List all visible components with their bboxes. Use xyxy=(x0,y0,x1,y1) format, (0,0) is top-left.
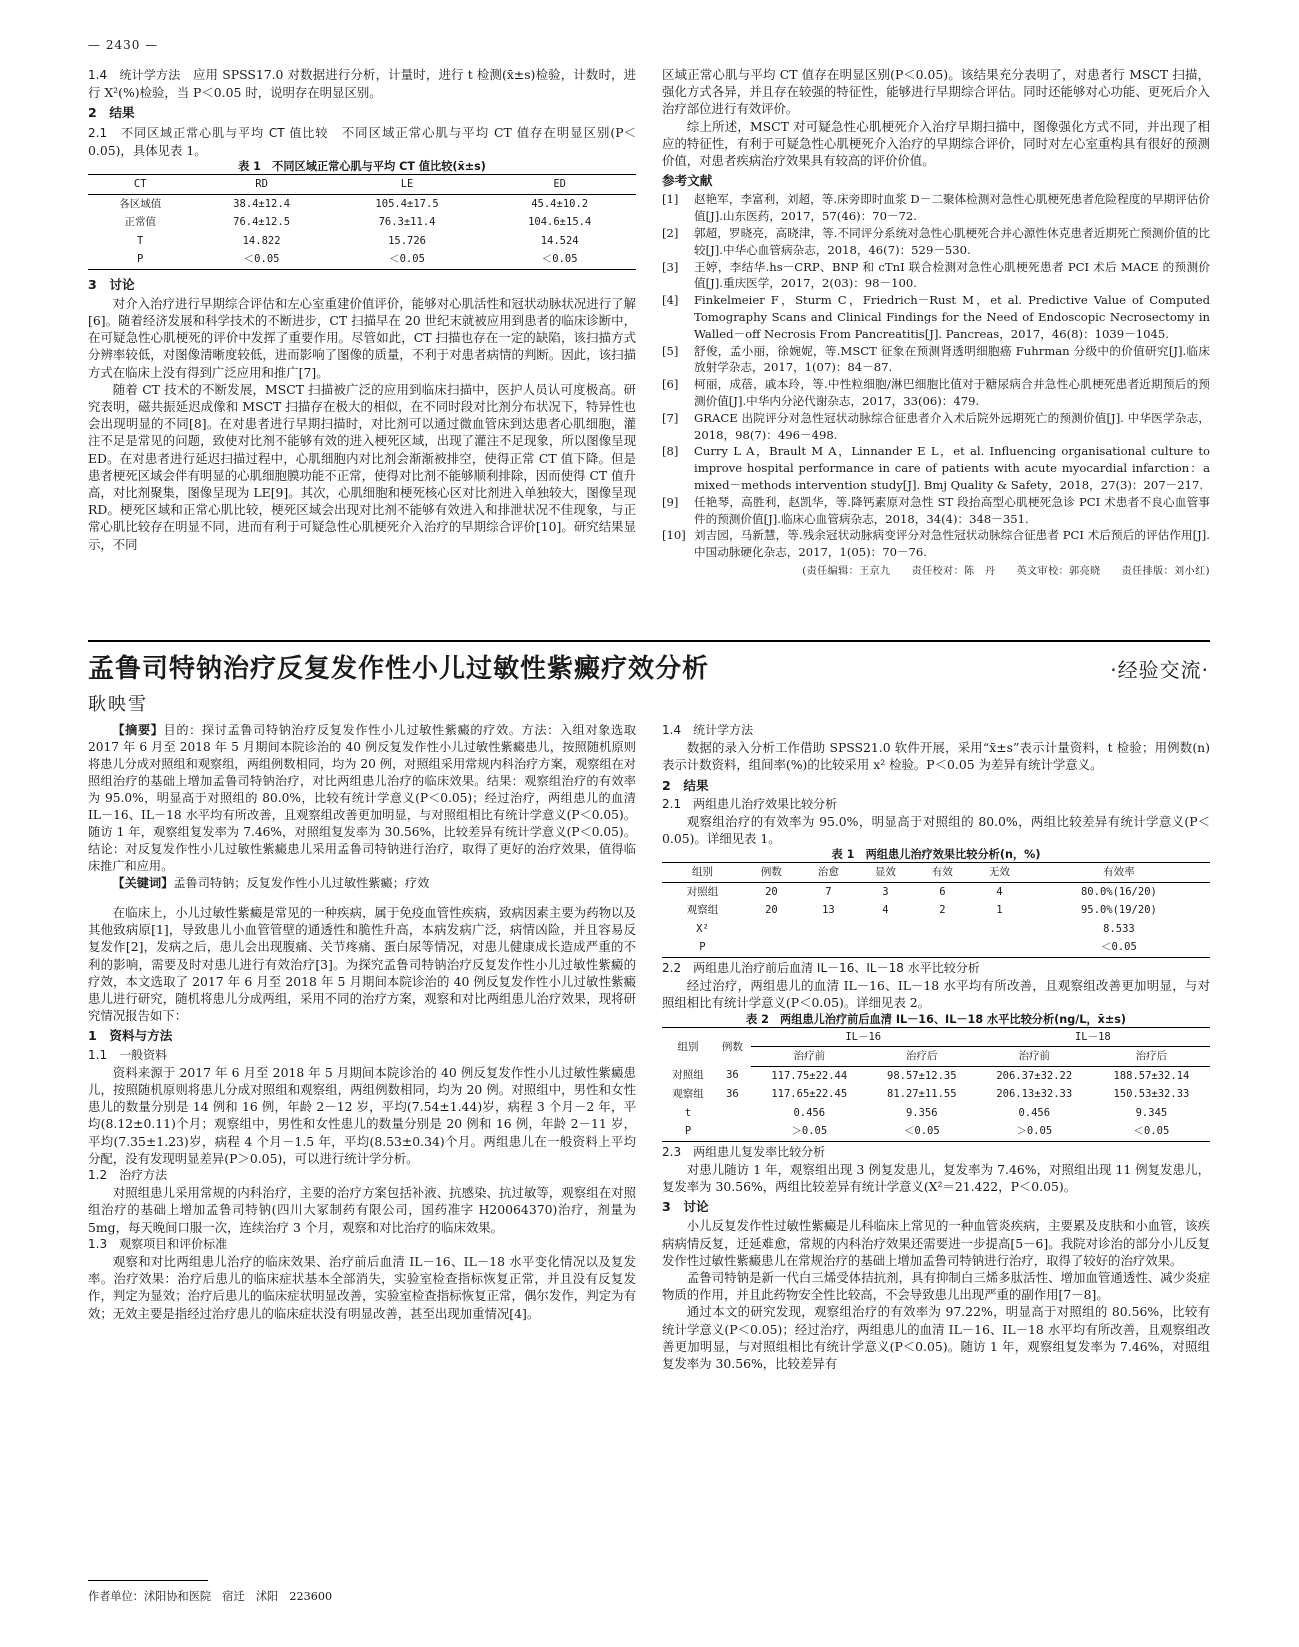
table-cell: 76.3±11.4 xyxy=(378,216,436,229)
article-separator xyxy=(88,640,1210,642)
table-cell: 45.4±10.2 xyxy=(531,197,589,210)
table-row xyxy=(662,1122,1210,1141)
table-header-cell: 治愈 xyxy=(800,863,857,883)
table-row xyxy=(662,1085,1210,1104)
section-tag: ·经验交流· xyxy=(1110,658,1209,682)
reference-number: [6] xyxy=(662,377,679,392)
prev-discussion-p2: 随着 CT 技术的不断发展，MSCT 扫描被广泛的应用到临床扫描中，医护人员认可度极高。研究表明，磁共振延迟成像和 MSCT 扫描存在极大的相似，在不同时段对比剂分布状况下，特异性也会出现明显的不同[8]。在对患者进行早期扫描时，对比剂可以通过微血管床到达患者心肌细胞，灌注不足是常见的问题，致使对比剂不能够有效的进入梗死区域，出现了灌注不足现象，所以图像呈现 ED。在对患者进行延迟扫描过程中，心肌细胞内对比剂会渐渐被排空，使得正常 CT 值下降。但是患者梗死区域会伴有明显的心肌细胞膜功能不正常，使得对比剂不能够顺利排除，因而使得 CT 值升高，对比剂聚集，图像呈现为 LE[9]。其次，心肌细胞和梗死核心区对比剂进入单独较大，图像呈现 RD。梗死区域和正常心肌比较，梗死区域会出现对比剂不能够有效进入和排泄状况不佳现象，与正常心肌比较存在明显不同，进而有利于可疑急性心肌梗死介入治疗的早期综合评价[10]。研究结果显示，不同 xyxy=(88,381,636,552)
table-header-cell: CT xyxy=(88,175,192,195)
table-cell xyxy=(914,920,971,939)
reference-number: [1] xyxy=(662,192,679,207)
r14-text: 数据的录入分析工作借助 SPSS21.0 软件开展，采用“x̄±s”表示计量资料，t 检验；用例数(n)表示计数资料，组间率(%)的比较采用 x² 检验。P＜0.05 为差异有统计学意义。 xyxy=(662,740,1210,773)
abstract-label: 【摘要】 xyxy=(112,723,164,737)
table-row xyxy=(88,194,636,213)
r22-text: 经过治疗，两组患儿的血清 IL－16、IL－18 水平均有所改善，且观察组改善更加明显，与对照组相比有统计学意义(P＜0.05)。详细见表 2。 xyxy=(662,978,1210,1011)
table-cell: 观察组 xyxy=(672,1088,704,1101)
discussion-p2: 孟鲁司特钠是新一代白三烯受体拮抗剂，具有抑制白三烯多肽活性、增加血管通透性、减少炎症物质的作用，并且此药物安全性比较高，不会导致患儿出现严重的副作用[7－8]。 xyxy=(662,1269,1210,1303)
table-row xyxy=(662,1066,1210,1085)
table-cell: 3 xyxy=(882,885,889,898)
table-cell xyxy=(714,1104,751,1123)
references-heading: 参考文献 xyxy=(662,173,713,189)
r22-heading: 2.2 两组患儿治疗前后血清 IL－16、IL－18 水平比较分析 xyxy=(662,960,980,975)
table-cell: 36 xyxy=(726,1069,739,1082)
prev-table1-caption: 表 1 不同区域正常心肌与平均 CT 值比较(x̄±s) xyxy=(238,160,486,174)
methods-heading: 1 资料与方法 xyxy=(88,1028,173,1044)
reference-item xyxy=(662,259,1210,293)
prev-article-left-column xyxy=(88,66,636,553)
reference-number: [2] xyxy=(662,226,679,241)
table-cell: ＜0.05 xyxy=(389,253,425,266)
prev-article-right-column xyxy=(662,66,1210,580)
reference-number: [4] xyxy=(662,293,679,308)
table-header-cell: 有效率 xyxy=(1028,863,1210,883)
prev-table1 xyxy=(88,174,636,270)
table-cell xyxy=(743,920,800,939)
table-cell: 150.53±32.33 xyxy=(1113,1088,1190,1101)
reference-number: [7] xyxy=(662,410,679,425)
t2-h-n: 例数 xyxy=(721,1040,743,1053)
table-header-cell: 例数 xyxy=(743,863,800,883)
table-cell: ＜0.05 xyxy=(243,253,280,266)
prev-right-p1: 区域正常心肌与平均 CT 值存在明显区别(P＜0.05)。该结果充分表明了，对患者行 MSCT 扫描，强化方式各异，并且存在较强的特征性，能够进行早期综合评估。同时还能够对心功能、更死后介入治疗部位进行有效评价。 xyxy=(662,67,1210,117)
reference-item xyxy=(662,494,1210,528)
table-row xyxy=(662,920,1210,939)
r23-text: 对患儿随访 1 年，观察组出现 3 例复发患儿，复发率为 7.46%，对照组出现 11 例复发患儿，复发率为 30.56%，两组比较差异有统计学意义(X²＝21.422，P＜0.05)。 xyxy=(662,1161,1210,1194)
reference-text: 赵艳军，李富利，刘超，等.床旁即时血浆 D－二聚体检测对急性心肌梗死患者危险程度的早期评估价值[J].山东医药，2017，57(46)：70－72. xyxy=(694,192,1210,224)
t2-h-group: 组别 xyxy=(677,1040,699,1053)
keywords xyxy=(88,875,636,892)
table-row xyxy=(88,232,636,251)
table-cell: 9.356 xyxy=(905,1106,938,1119)
reference-text: 舒俊，孟小丽，徐婉妮，等.MSCT 征象在预测肾透明细胞癌 Fuhrman 分级中的价值研究[J].临床放射学杂志，2017，1(07)：84－87. xyxy=(694,343,1210,375)
table-cell: 正常值 xyxy=(124,216,156,229)
s12-heading: 1.2 治疗方法 xyxy=(88,1168,168,1183)
editors-line: (责任编辑：王京九 责任校对：陈 丹 英文审校：郭亮晓 责任排版：刘小红) xyxy=(802,565,1210,577)
discussion-p3: 通过本文的研究发现，观察组治疗的有效率为 97.22%，明显高于对照组的 80.56%，比较有统计学意义(P＜0.05)；经过治疗，两组患儿的血清 IL－16、IL－18 水平均有所改善，且观察组改善更加明显，与对照组相比有统计学意义(P＜0.05)。随访 1 年，观察组复发率为 7.46%，对照组复发率为 30.56%，比较差异有 xyxy=(662,1304,1210,1371)
table-cell: 117.65±22.45 xyxy=(771,1088,848,1101)
r21-text: 观察组治疗的有效率为 95.0%，明显高于对照组的 80.0%，两组比较差异有统计学意义(P＜0.05)。详细见表 1。 xyxy=(662,814,1210,847)
table-row xyxy=(88,250,636,269)
prev-s14-heading: 1.4 统计学方法 xyxy=(88,68,181,82)
table-cell: ＞0.05 xyxy=(791,1125,828,1138)
table-header-cell: LE xyxy=(331,175,484,195)
table-cell xyxy=(714,1122,751,1141)
table-header-cell: 无效 xyxy=(971,863,1028,883)
s11-text: 资料来源于 2017 年 6 月至 2018 年 5 月期间本院诊治的 40 例反复发作性小儿过敏性紫癜患儿，按照随机原则将患儿分成对照组和观察组，两组例数相同，均为 20 例。对照组中，男性和女性患儿的数量分别是 14 例和 16 例，年龄 2－12 岁，平均(7.54±1.44)岁，病程 3 个月－2 年，平均(8.12±0.11)个月；观察组中，男性和女性患儿的数量分别是 20 例和 16 例，年龄 2－11 岁，平均(7.35±1.23)岁，病程 4 个月－1.5 年，平均(8.53±0.34)个月。两组患儿在一般资料上平均分配，没有发现明显差异(P＞0.05)，可以进行统计学分析。 xyxy=(88,1064,636,1166)
table-cell xyxy=(914,938,971,957)
table-cell: 4 xyxy=(996,885,1003,898)
table-cell: ＜0.05 xyxy=(1101,941,1137,954)
prev-discussion-p1: 对介入治疗进行早期综合评估和左心室重建价值评价，能够对心肌活性和冠状动脉状况进行了解[6]。随着经济发展和科学技术的不断进步，CT 扫描早在 20 世纪末就被应用到患者的临床诊断中，在可疑急性心肌梗死的评价中发挥了重要作用。尽管如此，CT 扫描也存在一定的缺陷，该扫描方式分辨率较低，对图像清晰度较低，进而影响了图像的质量，不利于对患者病情的判断。因此，该扫描方式在临床上没有得到广泛应用和推广[7]。 xyxy=(88,295,636,380)
reference-text: 郭超，罗晓亮，高晓津，等.不同评分系统对急性心肌梗死合并心源性休克患者近期死亡预测价值的比较[J].中华心血管病杂志，2018，46(7)：529－530. xyxy=(694,226,1210,257)
table-cell: 4 xyxy=(882,904,889,917)
table-row xyxy=(662,1104,1210,1123)
table-cell: ＞0.05 xyxy=(1016,1125,1053,1138)
reference-text: 柯丽，成蓓，戚本玲，等.中性粒细胞/淋巴细胞比值对于糖尿病合并急性心肌梗死患者近期预后的预测价值[J].中华内分泌代谢杂志，2017，33(06)：479. xyxy=(694,377,1210,408)
table-header-cell: 治疗后 xyxy=(868,1047,976,1067)
abstract-text: 目的：探讨孟鲁司特钠治疗反复发作性小儿过敏性紫癜的疗效。方法：入组对象选取 2017 年 6 月至 2018 年 5 月期间本院诊治的 40 例反复发作性小儿过敏性紫癜患儿，按照随机原则将患儿分成对照组和观察组，两组例数相同，均为 20 例，对照组采用常规内科治疗方案，观察组在对照组治疗的基础上增加孟鲁司特钠治疗，对比两组患儿治疗的临床效果。结果：观察组治疗的有效率为 95.0%，明显高于对照组的 80.0%，比较有统计学意义(P＜0.05)；经过治疗，两组患儿的血清 IL－16、IL－18 水平均有所改善，且观察组改善更加明显，与对照组相比有统计学意义(P＜0.05)。随访 1 年，观察组复发率为 7.46%，对照组复发率为 30.56%，比较差异有统计学意义(P＜0.05)。结论：对反复发作性小儿过敏性紫癜患儿采用孟鲁司特钠进行治疗，取得了更好的治疗效果，值得临床推广和应用。 xyxy=(88,723,637,873)
s13-text: 观察和对比两组患儿治疗的临床效果、治疗前后血清 IL－16、IL－18 水平变化情况以及复发率。治疗效果：治疗后患儿的临床症状基本全部消失，实验室检查指标恢复正常，并且没有反复发作，判定为显效；治疗后患儿的临床症状明显改善，实验室检查指标恢复正常，偶尔发作，判定为有效；无效主要是指经过治疗患儿的临床症状没有明显改善，甚至出现加重情况[4]。 xyxy=(88,1254,636,1321)
article-author: 耿映雪 xyxy=(88,694,148,715)
table-cell: 观察组 xyxy=(686,904,719,917)
article-left-column xyxy=(88,722,636,1322)
table-cell: P xyxy=(137,253,144,266)
table-cell: 7 xyxy=(825,885,832,898)
reference-number: [8] xyxy=(662,444,679,459)
prev-right-p2: 综上所述，MSCT 对可疑急性心肌梗死介入治疗早期扫描中，图像强化方式不同，并出现了相应的特征性，有利于可疑急性心肌梗死介入治疗的早期综合评价，同时对左心室重构具有很好的预测价值，对患者疾病治疗效果具有较高的评价价值。 xyxy=(662,118,1210,169)
table-cell: 0.456 xyxy=(1018,1106,1051,1119)
table-header-cell: 有效 xyxy=(914,863,971,883)
prev-discussion-heading: 3 讨论 xyxy=(88,276,135,292)
article-right-column xyxy=(662,722,1210,1372)
intro-paragraph: 在临床上，小儿过敏性紫癜是常见的一种疾病，属于免疫血管性疾病，致病因素主要为药物以及其他致病原[1]，导致患儿小血管管壁的通透性和脆性升高，本病发病广泛，病情凶险，并且容易反复发作[2]，发病之后，患儿会出现腹痛、关节疼痛、蛋白尿等情况，对患儿健康成长造成严重的不利的影响，需要及时对患儿进行有效治疗[3]。为探究孟鲁司特钠治疗反复发作性小儿过敏性紫癜的疗效，本文选取了 2017 年 6 月至 2018 年 5 月期间本院诊治的 40 例反复发作性小儿过敏性紫癜患儿进行研究，随机将患儿分成两组，采用不同的治疗方案，观察和对比两组患儿治疗效果，现将研究情况报告如下： xyxy=(88,905,636,1024)
reference-item xyxy=(662,527,1210,561)
results-heading: 2 结果 xyxy=(662,777,709,793)
table-cell: 76.4±12.5 xyxy=(233,216,291,229)
table-cell xyxy=(971,920,1028,939)
prev-s21-heading: 2.1 不同区域正常心肌与平均 CT 值比较 xyxy=(88,125,329,140)
table-cell: 117.75±22.44 xyxy=(771,1069,848,1082)
keywords-label: 【关键词】 xyxy=(112,876,174,890)
table-cell: 104.6±15.4 xyxy=(528,216,592,229)
reference-item xyxy=(662,343,1210,377)
table-row xyxy=(88,213,636,232)
abstract xyxy=(88,722,636,875)
reference-item xyxy=(662,410,1210,444)
table-cell: 8.533 xyxy=(1103,922,1135,935)
s13-heading: 1.3 观察项目和评价标准 xyxy=(88,1236,228,1251)
table-cell: 188.57±32.14 xyxy=(1113,1069,1190,1082)
table-cell: 2 xyxy=(939,904,946,917)
reference-text: GRACE 出院评分对急性冠状动脉综合征患者介入术后院外远期死亡的预测价值[J]. 中华医学杂志，2018，98(7)：496－498. xyxy=(694,410,1210,442)
table-cell: 14.822 xyxy=(242,234,281,247)
table-cell: 81.27±11.55 xyxy=(887,1088,957,1101)
r21-heading: 2.1 两组患儿治疗效果比较分析 xyxy=(662,796,838,811)
prev-s14-text: 应用 SPSS17.0 对数据进行分析，计量时，进行 t 检测(x̄±s)检验，计数时，进行 X²(%)检验，当 P＜0.05 时，说明存在明显区别。 xyxy=(88,67,636,101)
table-header-cell: 组别 xyxy=(662,863,743,883)
reference-item xyxy=(662,191,1210,225)
reference-number: [3] xyxy=(662,259,679,274)
table-cell: 36 xyxy=(726,1088,739,1101)
table-header-cell: RD xyxy=(192,175,330,195)
table-cell: 9.345 xyxy=(1135,1106,1168,1119)
t2-h-il18: IL－18 xyxy=(976,1027,1210,1047)
discussion-heading: 3 讨论 xyxy=(662,1199,709,1215)
table-cell: X² xyxy=(696,922,709,935)
table1-caption: 表 1 两组患儿治疗效果比较分析(n，%) xyxy=(831,848,1041,862)
r14-heading: 1.4 统计学方法 xyxy=(662,723,754,737)
table-cell: 95.0%(19/20) xyxy=(1080,904,1157,917)
table-cell: 对照组 xyxy=(672,1069,704,1082)
table-header-cell: ED xyxy=(483,175,636,195)
t2-h-il16: IL－16 xyxy=(751,1027,976,1047)
table-cell: 对照组 xyxy=(686,885,719,898)
reference-text: Curry L A，Brault M A，Linnander E L，et al. Influencing organisational culture to improve hospital performance in care of patients with acute myocardial infarction：a mixed－methods intervention study[J]. Bmj Quality & Safety，2018，27(3)：207－217. xyxy=(694,444,1210,492)
reference-item xyxy=(662,225,1210,259)
table-cell: 各区域值 xyxy=(119,197,162,210)
table1 xyxy=(662,862,1210,958)
footnote-rule xyxy=(88,1580,208,1581)
table-cell: ＜0.05 xyxy=(1133,1125,1170,1138)
table-cell: 80.0%(16/20) xyxy=(1080,885,1157,898)
reference-item xyxy=(662,443,1210,493)
table-cell: ＜0.05 xyxy=(541,253,578,266)
table-cell: ＜0.05 xyxy=(903,1125,940,1138)
reference-item xyxy=(662,292,1210,342)
footnote-affiliation: 作者单位：沭阳协和医院 宿迁 沭阳 223600 xyxy=(88,1590,333,1603)
keywords-text: 孟鲁司特钠；反复发作性小儿过敏性紫癜；疗效 xyxy=(173,876,430,890)
table-cell: 206.37±32.22 xyxy=(996,1069,1073,1082)
article-title: 孟鲁司特钠治疗反复发作性小儿过敏性紫癜疗效分析 xyxy=(88,654,710,684)
references-list xyxy=(662,191,1210,561)
table-header-cell: 治疗前 xyxy=(976,1047,1093,1067)
table-cell: 98.57±12.35 xyxy=(887,1069,957,1082)
s11-heading: 1.1 一般资料 xyxy=(88,1047,168,1062)
reference-number: [10] xyxy=(662,528,686,543)
reference-number: [9] xyxy=(662,494,679,509)
table-cell: 105.4±17.5 xyxy=(375,197,439,210)
table-cell: 14.524 xyxy=(540,234,579,247)
prev-s21-text: 不同区域正常心肌与平均 CT 值存在明显区别(P＜0.05)，具体见表 1。 xyxy=(88,124,636,158)
reference-text: 任艳琴，高胜利，赵凯华，等.降钙素原对急性 ST 段抬高型心肌梗死急诊 PCI 术患者不良心血管事件的预测价值[J].临床心血管病杂志，2018，34(4)：348－351. xyxy=(694,494,1210,526)
table-cell: 15.726 xyxy=(388,234,426,247)
table-row xyxy=(662,882,1210,901)
table-cell xyxy=(857,938,914,957)
table2 xyxy=(662,1027,1210,1142)
table-header-cell: 治疗后 xyxy=(1093,1047,1210,1067)
table-cell: 1 xyxy=(996,904,1003,917)
reference-text: Finkelmeier F，Sturm C，Friedrich－Rust M，et al. Predictive Value of Computed Tomography Scans and Clinical Findings for the Need of Endoscopic Necrosectomy in Walled－off Necrosis From Pancreatitis[J]. Pancreas，2017，46(8)：1039－1045. xyxy=(694,293,1210,341)
table-cell xyxy=(800,938,857,957)
table-cell xyxy=(971,938,1028,957)
table-cell: t xyxy=(684,1106,692,1119)
reference-text: 王婷，李结华.hs－CRP、BNP 和 cTnI 联合检测对急性心肌梗死患者 PCI 术后 MACE 的预测价值[J].重庆医学，2017，2(03)：98－100. xyxy=(694,259,1210,291)
table-cell xyxy=(857,920,914,939)
table-cell: P xyxy=(684,1125,692,1138)
discussion-p1: 小儿反复发作性过敏性紫癜是儿科临床上常见的一种血管炎疾病，主要累及皮肤和小血管，该疾病病情反复，迁延难愈，常规的内科治疗效果还需要进一步提高[5－6]。我院对诊治的部分小儿反复发作性过敏性紫癜患儿在常规治疗的基础上增加孟鲁司特钠进行治疗，取得了较好的治疗效果。 xyxy=(662,1218,1210,1268)
reference-number: [5] xyxy=(662,343,679,358)
table-cell: 13 xyxy=(822,904,835,917)
table-header-cell: 显效 xyxy=(857,863,914,883)
table2-caption: 表 2 两组患儿治疗前后血清 IL－16、IL－18 水平比较分析(ng/L，x̄±s) xyxy=(746,1012,1126,1026)
table-cell: 0.456 xyxy=(793,1106,826,1119)
table-header-cell: 治疗前 xyxy=(751,1047,868,1067)
table-row xyxy=(662,938,1210,957)
page-number: — 2430 — xyxy=(88,38,159,52)
table-row xyxy=(662,901,1210,920)
reference-text: 刘吉园，马新慧，等.残余冠状动脉病变评分对急性冠状动脉综合征患者 PCI 术后预后的评估作用[J].中国动脉硬化杂志，2017，1(05)：70－76. xyxy=(694,528,1210,560)
table-cell: 20 xyxy=(765,904,778,917)
table-cell: T xyxy=(137,234,144,247)
table-cell xyxy=(743,938,800,957)
table-cell: 206.13±32.33 xyxy=(996,1088,1073,1101)
s12-text: 对照组患儿采用常规的内科治疗，主要的治疗方案包括补液、抗感染、抗过敏等，观察组在对照组治疗的基础上增加孟鲁司特钠(四川大冢制药有限公司，国药准字 H20064370)治疗，剂量为 5mg，每天晚间口服一次，连续治疗 3 个月，观察和对比治疗的临床效果。 xyxy=(88,1185,636,1235)
table-cell: P xyxy=(699,941,706,954)
table-cell: 38.4±12.4 xyxy=(233,197,291,210)
prev-results-heading: 2 结果 xyxy=(88,105,135,121)
table-cell: 6 xyxy=(939,885,946,898)
table-cell xyxy=(800,920,857,939)
reference-item xyxy=(662,376,1210,410)
r23-heading: 2.3 两组患儿复发率比较分析 xyxy=(662,1144,826,1159)
table-cell: 20 xyxy=(765,885,778,898)
